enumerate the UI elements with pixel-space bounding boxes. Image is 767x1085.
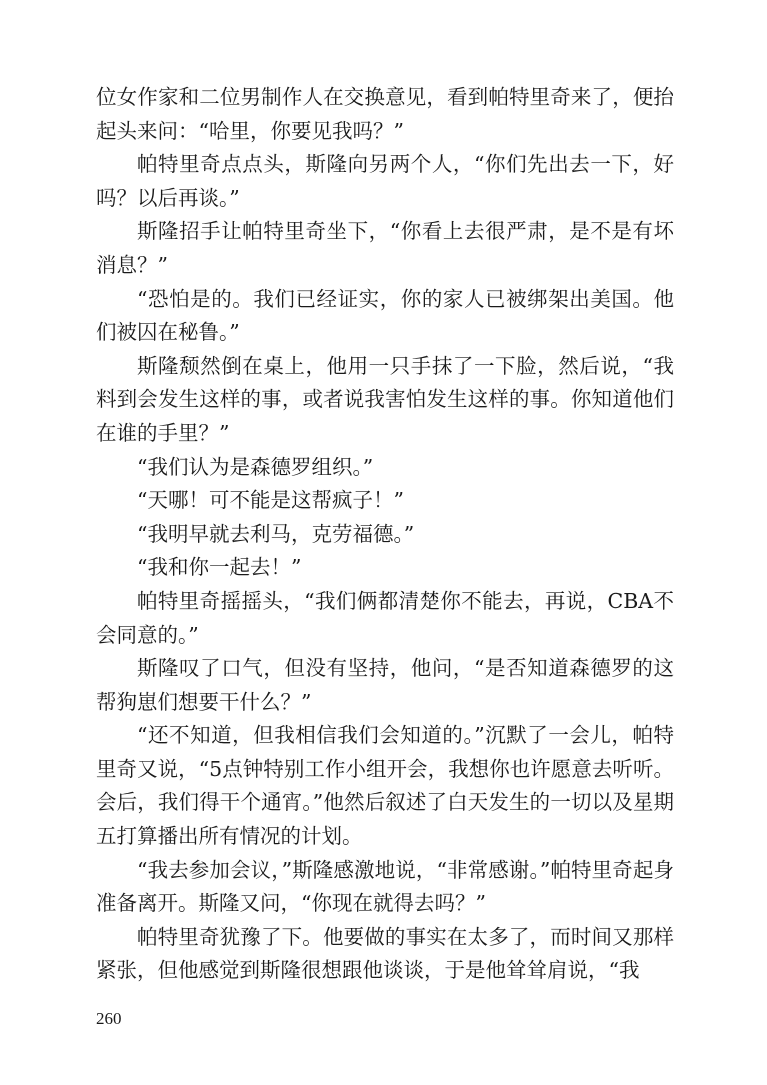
- paragraph: “天哪！可不能是这帮疯子！”: [137, 488, 404, 513]
- paragraph: “我们认为是森德罗组织。”: [137, 454, 374, 479]
- paragraph: 帕特里奇点点头，斯隆向另两个人，“你们先出去一下，好吗？以后再谈。”: [96, 152, 674, 210]
- paragraph: 帕特里奇犹豫了下。他要做的事实在太多了，而时间又那样紧张，但他感觉到斯隆很想跟他谈谈，于是他耸耸肩说，“我: [96, 924, 674, 983]
- body-text: [96, 81, 674, 988]
- paragraph: “我去参加会议，”斯隆感激地说，“非常感谢。”帕特里奇起身准备离开。斯隆又问，“你现在就得去吗？”: [96, 857, 674, 916]
- paragraph: “我明早就去利马，克劳福德。”: [137, 521, 415, 546]
- paragraph: “恐怕是的。我们已经证实，你的家人已被绑架出美国。他们被囚在秘鲁。”: [96, 286, 674, 345]
- paragraph: 斯隆招手让帕特里奇坐下，“你看上去很严肃，是不是有坏消息？”: [96, 219, 674, 277]
- paragraph: 帕特里奇摇摇头，“我们俩都清楚你不能去，再说，CBA不会同意的。”: [96, 588, 674, 647]
- paragraph: 位女作家和二位男制作人在交换意见，看到帕特里奇来了，便抬起头来问：“哈里，你要见我吗？”: [96, 85, 674, 143]
- paragraph: “我和你一起去！”: [137, 555, 302, 580]
- page-number: 260: [96, 1009, 122, 1028]
- paragraph: “还不知道，但我相信我们会知道的。”沉默了一会儿，帕特里奇又说，“5点钟特别工作小组开会，我想你也许愿意去听听。会后，我们得干个通宵。”他然后叙述了白天发生的一切以及星期五打算播出所有情况的计划。: [96, 723, 674, 849]
- paragraph: 斯隆颓然倒在桌上，他用一只手抹了一下脸，然后说，“我料到会发生这样的事，或者说我害怕发生这样的事。你知道他们在谁的手里？”: [96, 353, 674, 445]
- paragraph: 斯隆叹了口气，但没有坚持，他问，“是否知道森德罗的这帮狗崽们想要干什么？”: [96, 656, 674, 714]
